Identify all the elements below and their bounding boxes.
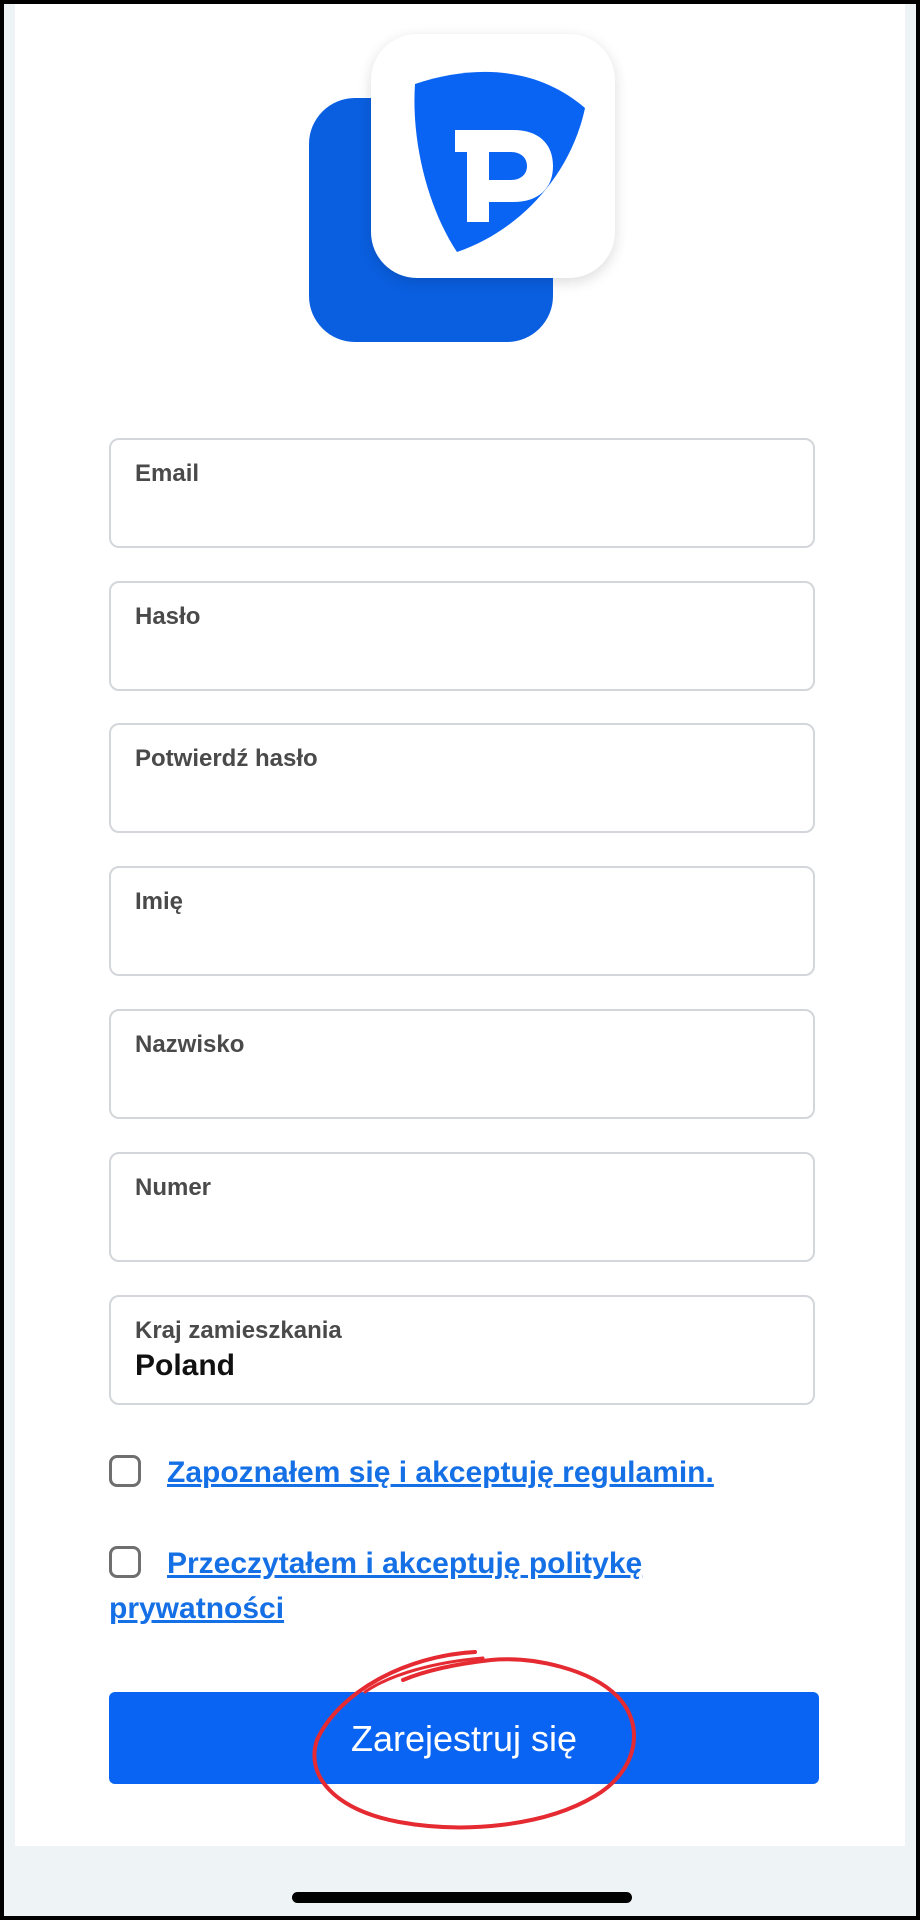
- country-of-residence-value: Poland: [135, 1349, 236, 1382]
- red-circle-annotation: [295, 1640, 655, 1840]
- logo-p-mark-icon: [371, 34, 615, 278]
- home-indicator: [292, 1892, 632, 1903]
- phone-number-field[interactable]: [109, 1152, 815, 1262]
- privacy-policy-link-line1[interactable]: Przeczytałem i akceptuję politykę: [167, 1547, 643, 1580]
- password-field-label: Hasło: [135, 603, 201, 630]
- phone-number-field-label: Numer: [135, 1174, 212, 1201]
- password-field[interactable]: [109, 581, 815, 691]
- confirm-password-field-label: Potwierdź hasło: [135, 745, 318, 772]
- privacy-policy-link-line2[interactable]: prywatności: [109, 1592, 285, 1625]
- email-field-label: Email: [135, 460, 200, 487]
- registration-sheet: [15, 4, 905, 1846]
- country-of-residence-label: Kraj zamieszkania: [135, 1317, 342, 1344]
- last-name-field-label: Nazwisko: [135, 1031, 245, 1058]
- country-of-residence-select[interactable]: [109, 1295, 815, 1405]
- terms-checkbox[interactable]: [109, 1455, 141, 1487]
- last-name-field[interactable]: [109, 1009, 815, 1119]
- email-field[interactable]: [109, 438, 815, 548]
- pepperstone-logo-icon: [309, 34, 629, 350]
- confirm-password-field[interactable]: [109, 723, 815, 833]
- first-name-field[interactable]: [109, 866, 815, 976]
- logo-front-tile: [371, 34, 615, 278]
- privacy-policy-checkbox[interactable]: [109, 1546, 141, 1578]
- register-button[interactable]: Zarejestruj się: [109, 1692, 819, 1784]
- first-name-field-label: Imię: [135, 888, 184, 915]
- terms-link[interactable]: Zapoznałem się i akceptuję regulamin.: [167, 1456, 714, 1489]
- phone-screen: [4, 4, 916, 1916]
